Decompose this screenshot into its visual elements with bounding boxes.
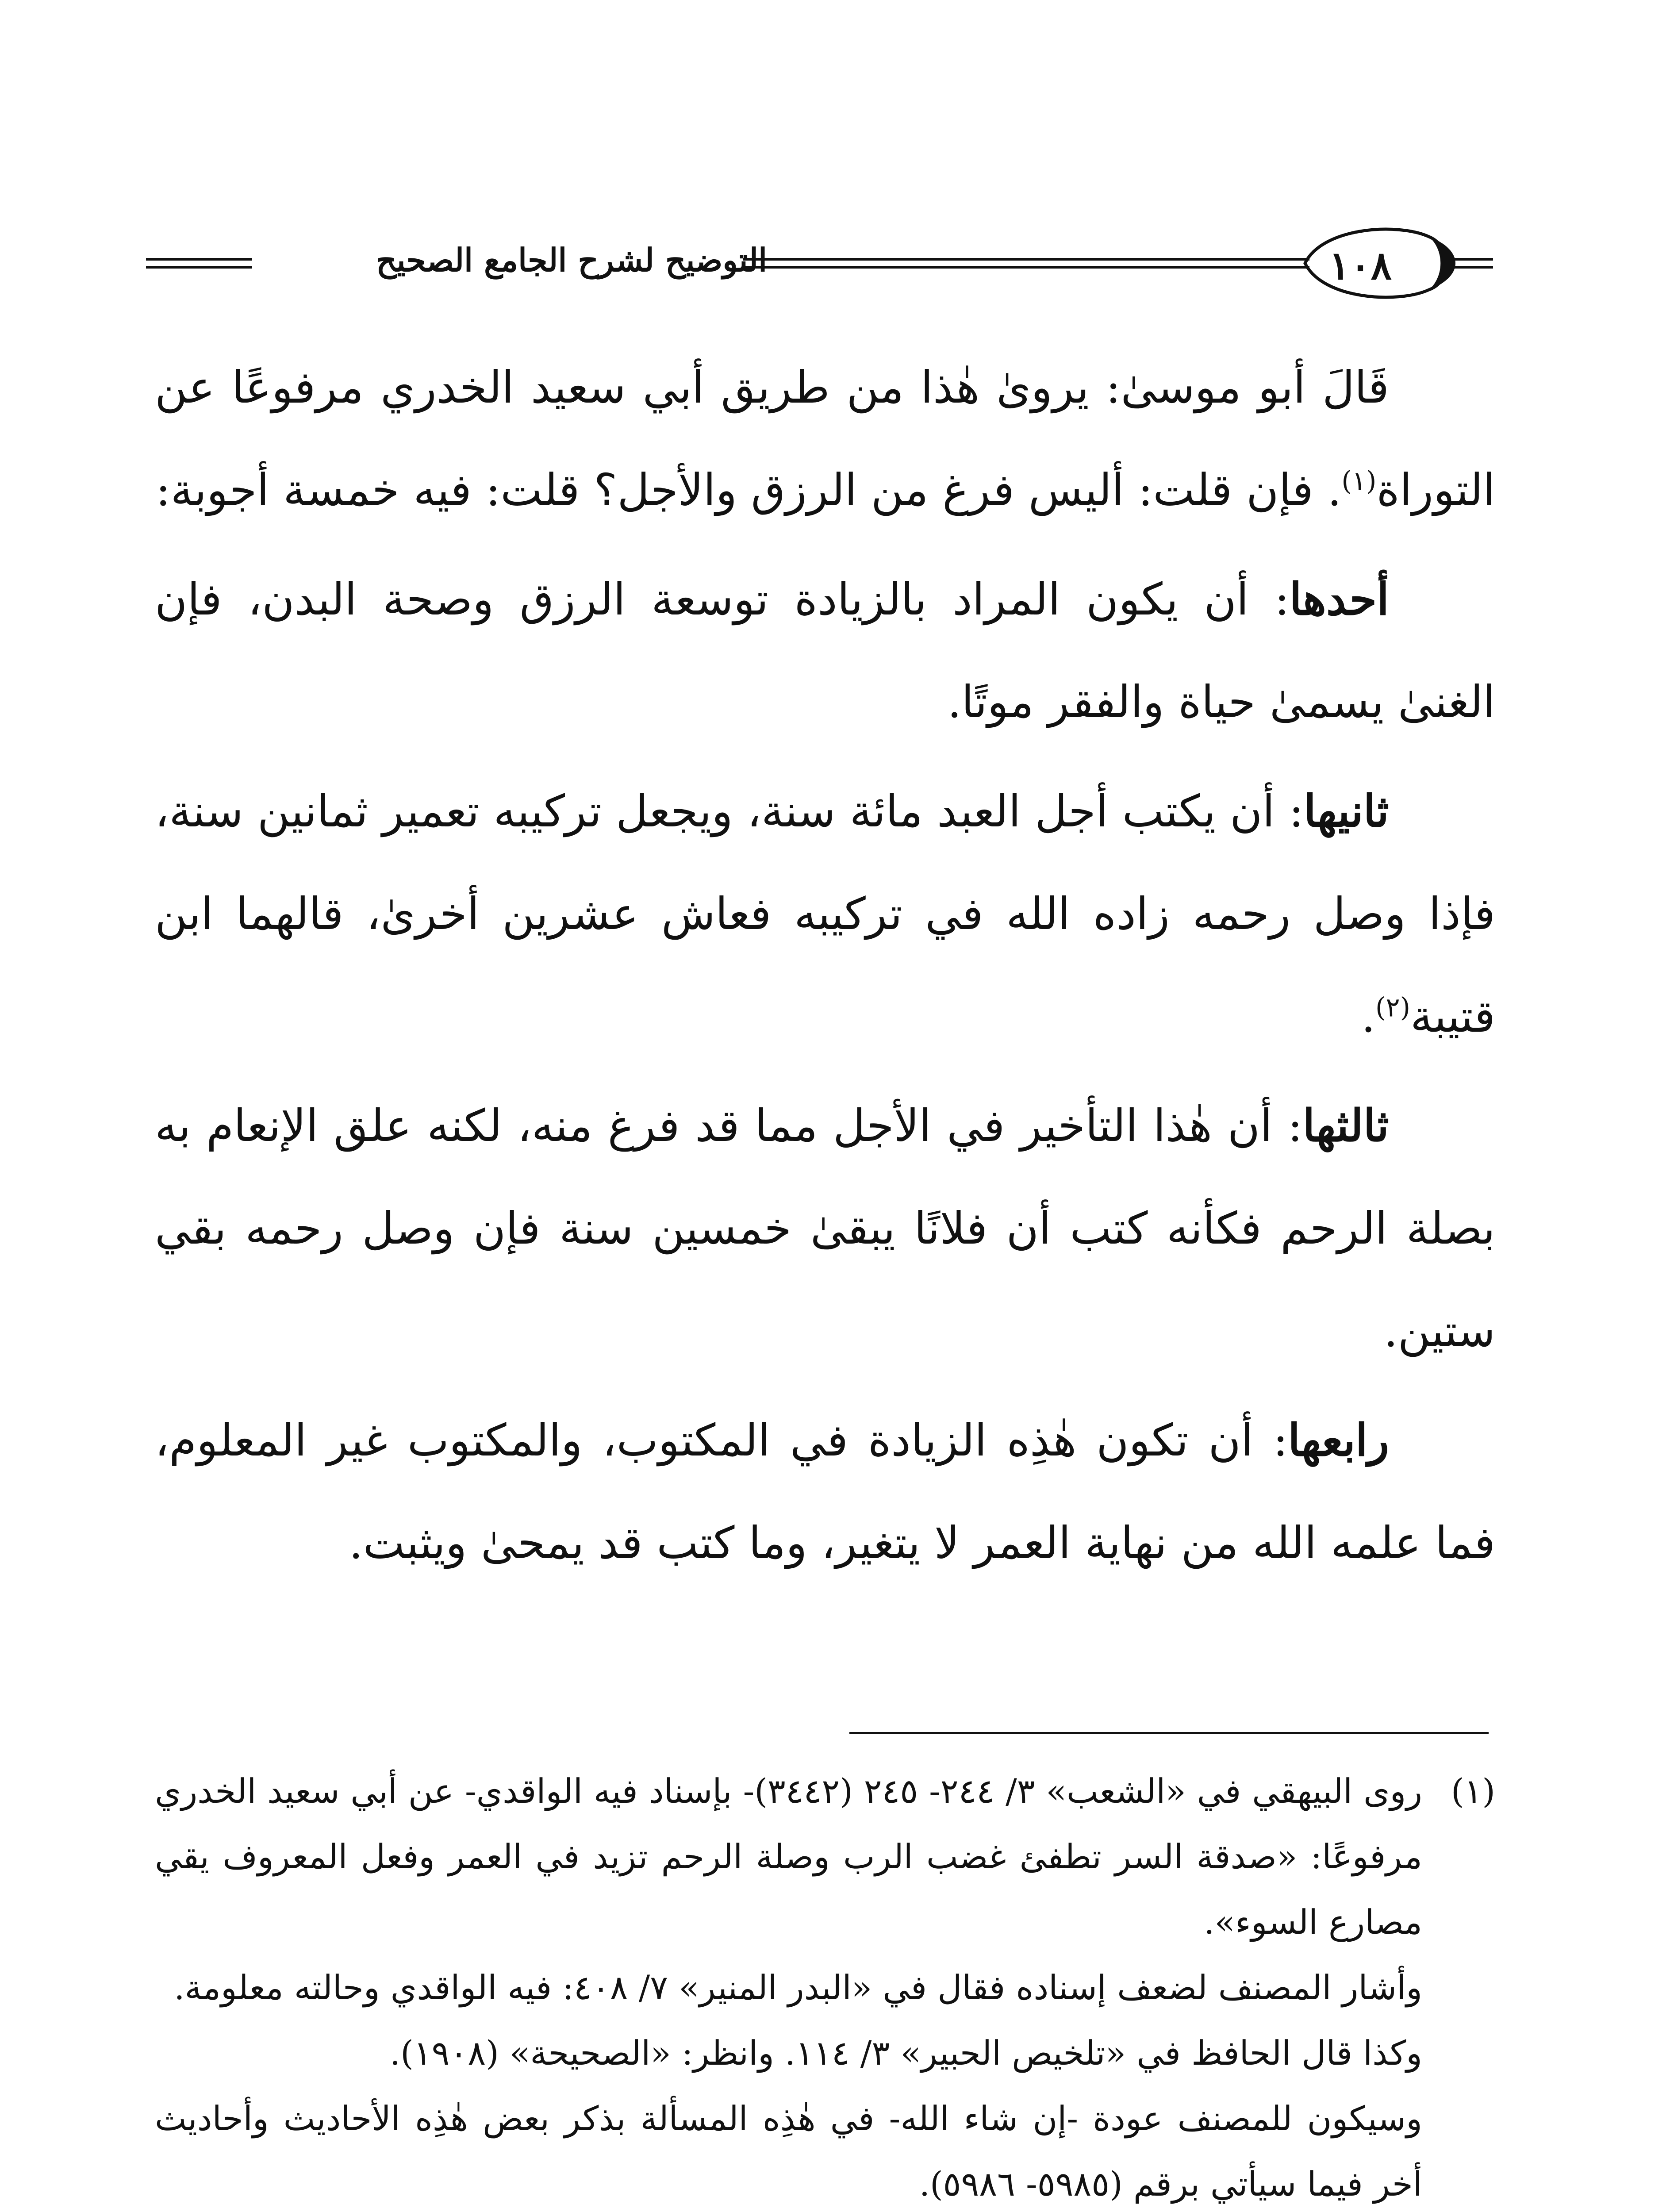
footnote-number: (١) — [1451, 1771, 1495, 1811]
paragraph-text: : أن هٰذا التأخير في الأجل مما قد فرغ منه، لكنه علق الإنعام به بصلة الرحم فكأنه كتب أن فلانًا يبقىٰ خمسين سنة فإن وصل رحمه بقي ستين. — [155, 1100, 1495, 1357]
paragraph-text-continued: . — [1361, 991, 1375, 1042]
paragraph — [155, 548, 1495, 753]
running-title: التوضيح لشرح الجامع الصحيح — [376, 241, 768, 279]
paragraph-text: : أن يكون المراد بالزيادة توسعة الرزق وصحة البدن، فإن الغنىٰ يسمىٰ حياة والفقر موتًا. — [155, 573, 1495, 728]
paragraph-text: : أن تكون هٰذِه الزيادة في المكتوب، والمكتوب غير المعلوم، فما علمه الله من نهاية العمر لا يتغير، وما كتب قد يمحىٰ ويثبت. — [155, 1414, 1495, 1569]
paragraph — [155, 1389, 1495, 1594]
paragraph — [155, 760, 1495, 1068]
answer-heading: أحدها — [1289, 573, 1389, 625]
footnote-text: وكذا قال الحافظ في «تلخيص الحبير» ٣/ ١١٤. وانظر: «الصحيحة» (١٩٠٨). — [390, 2033, 1422, 2073]
header-ornament — [146, 219, 1493, 316]
page-number: ١٠٨ — [1329, 242, 1392, 288]
footnote-text: وسيكون للمصنف عودة -إن شاء الله- في هٰذِه المسألة بذكر بعض هٰذِه الأحاديث وأحاديث أخر فيما سيأتي برقم (٥٩٨٥- ٥٩٨٦). — [155, 2099, 1422, 2204]
answer-heading: رابعها — [1288, 1414, 1389, 1466]
paragraph — [155, 336, 1495, 541]
answer-heading: ثانيها — [1304, 785, 1389, 837]
footnotes — [155, 1759, 1495, 2212]
paragraph-text-continued: . فإن قلت: أليس فرغ من الرزق والأجل؟ قلت: فيه خمسة أجوبة: — [155, 464, 1342, 516]
footnote-ref: (٢) — [1375, 992, 1411, 1023]
main-text — [155, 336, 1495, 1594]
running-header — [146, 219, 1493, 316]
paragraph — [155, 1074, 1495, 1382]
footnote — [155, 1759, 1495, 2212]
paragraph-text: قَالَ أبو موسىٰ: يروىٰ هٰذا من طريق أبي سعيد الخدري مرفوعًا عن التوراة — [155, 361, 1495, 516]
answer-heading: ثالثها — [1302, 1099, 1389, 1152]
footnote-ref: (١) — [1341, 465, 1377, 497]
footnote-text: روى البيهقي في «الشعب» ٣/ ٢٤٤- ٢٤٥ (٣٤٤٢)- بإسناد فيه الواقدي- عن أبي سعيد الخدري مرفوعًا: «صدقة السر تطفئ غضب الرب وصلة الرحم تزيد في العمر وفعل المعروف يقي مصارع السوء». — [155, 1771, 1423, 1942]
footnote-separator — [849, 1732, 1489, 1734]
footnote-text: وأشار المصنف لضعف إسناده فقال في «البدر المنير» ٧/ ٤٠٨: فيه الواقدي وحالته معلومة. — [174, 1968, 1422, 2007]
paragraph-text: : أن يكتب أجل العبد مائة سنة، ويجعل تركيبه تعمير ثمانين سنة، فإذا وصل رحمه زاده الله في تركيبه فعاش عشرين أخرىٰ، قالهما ابن قتيبة — [155, 785, 1495, 1042]
